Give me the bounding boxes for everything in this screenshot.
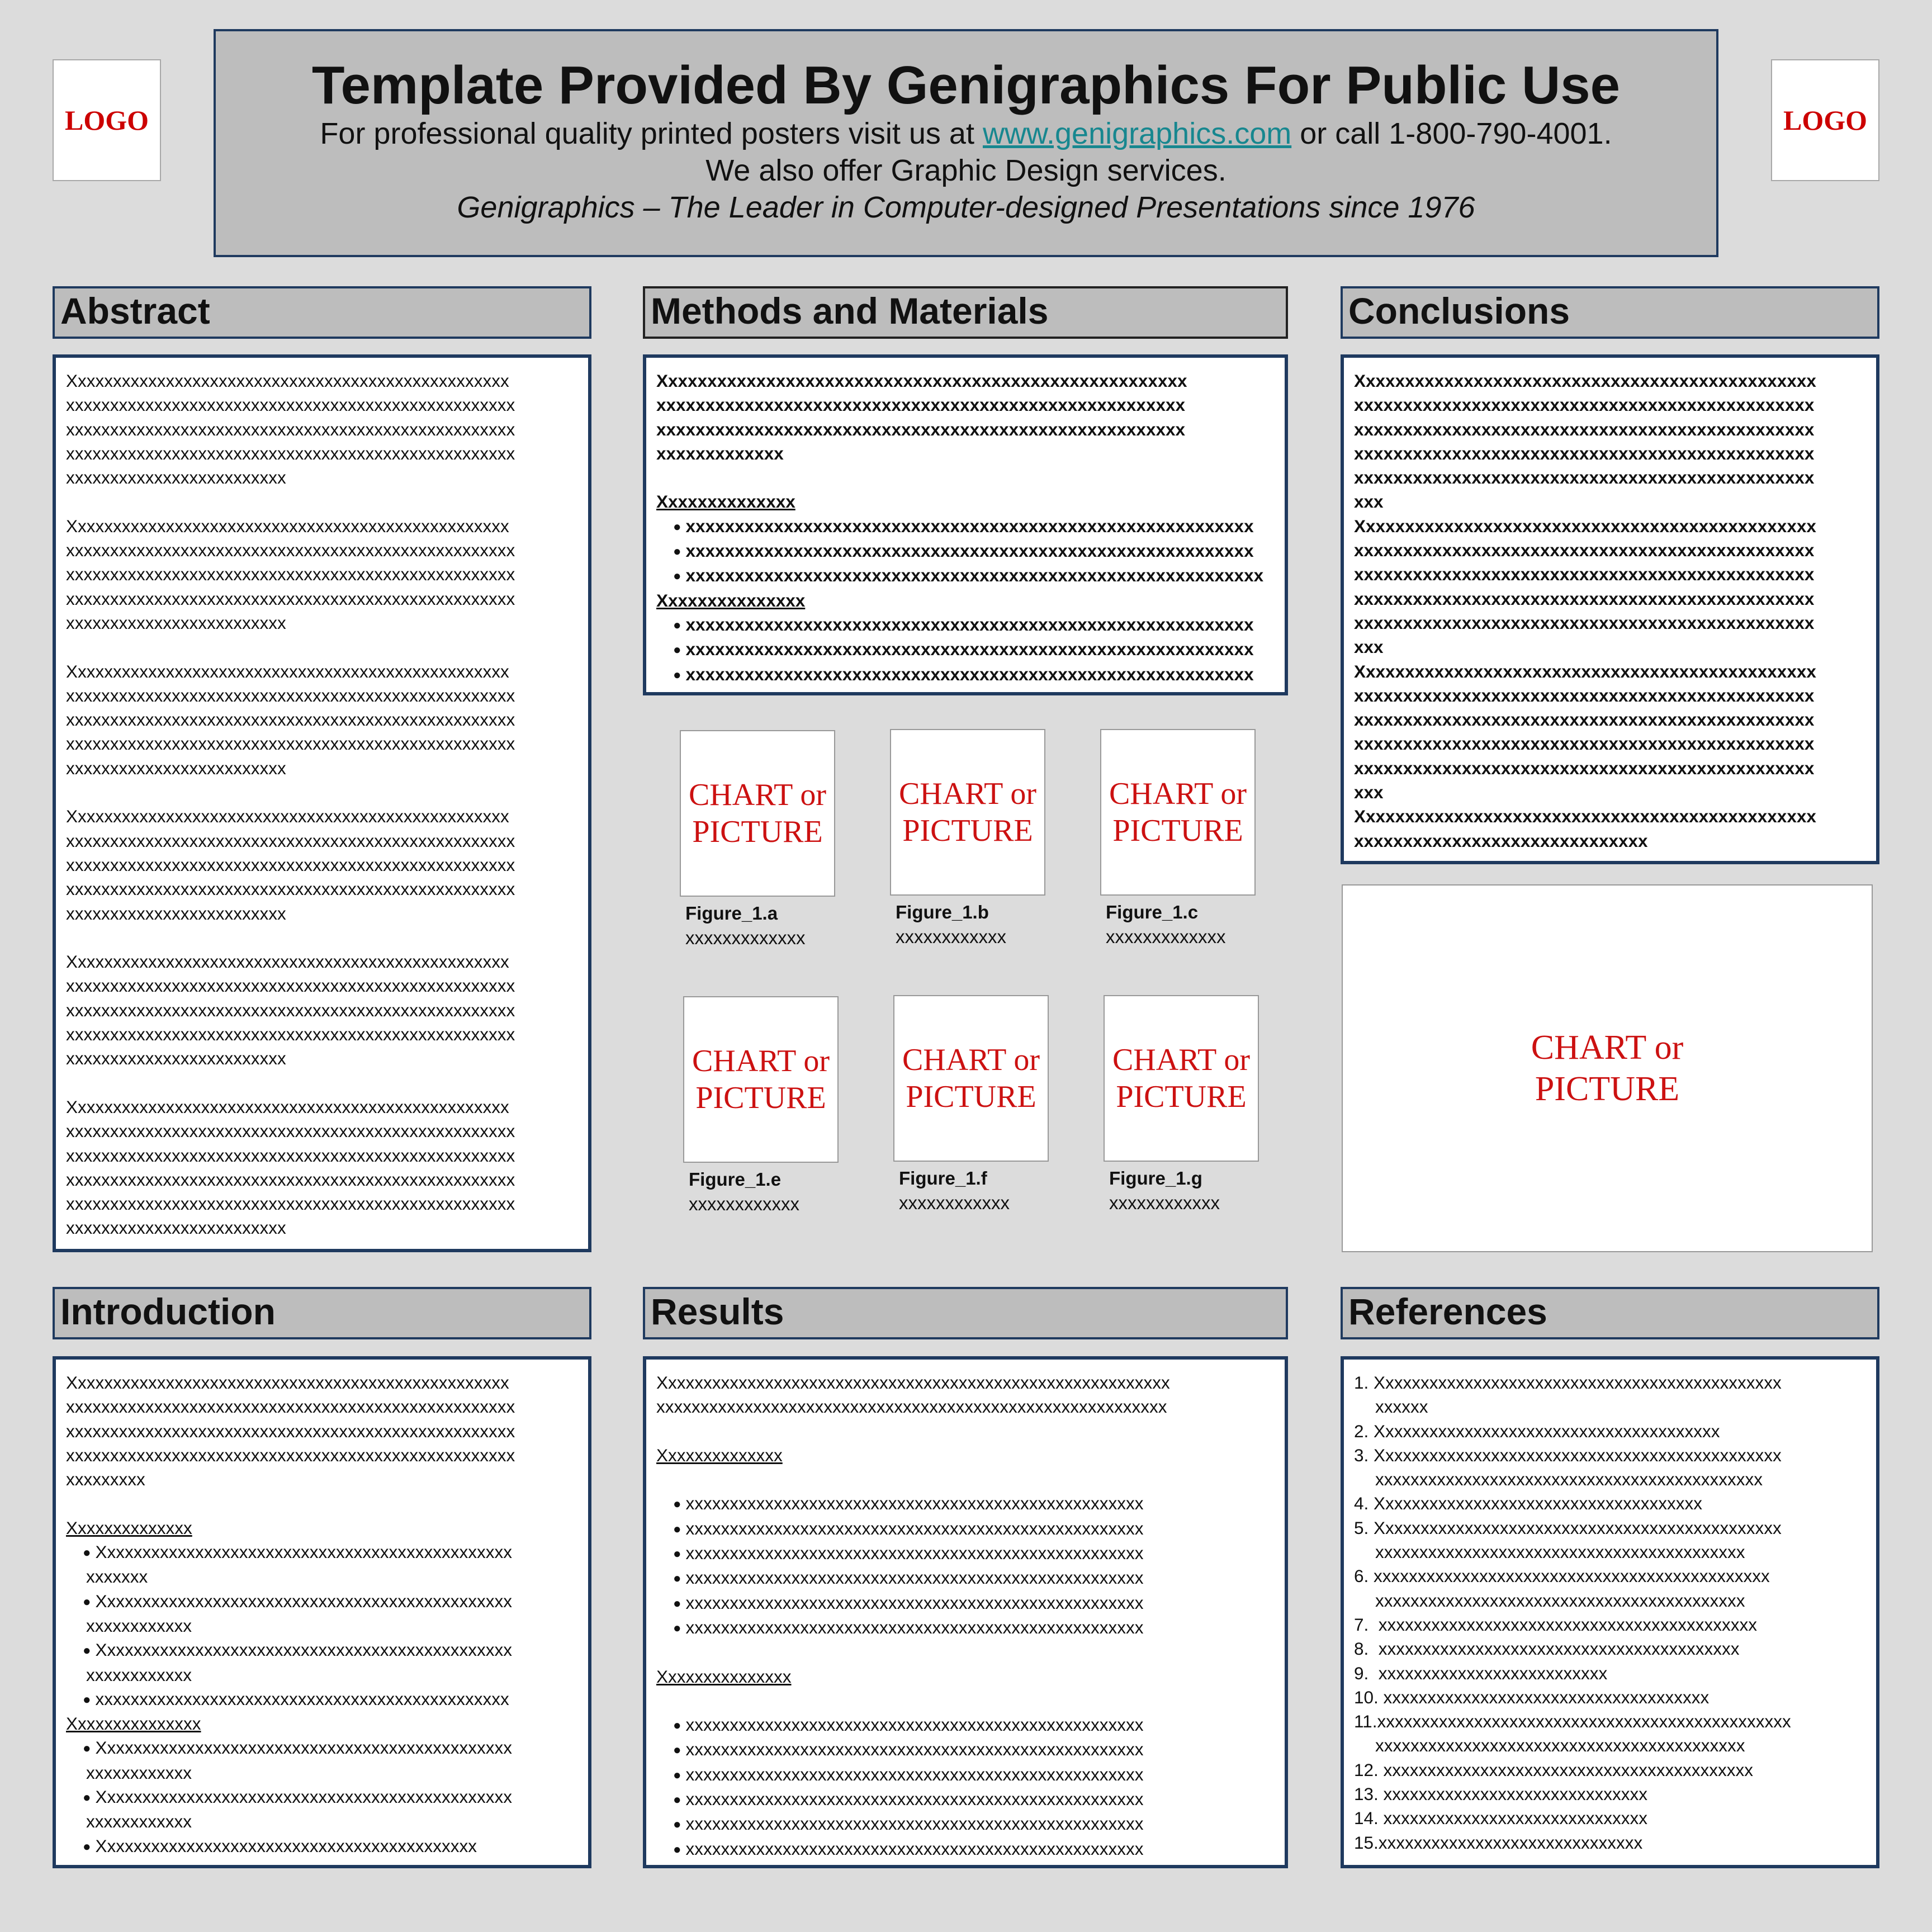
text-line: xxxxxxxxxxxxxxxxxxxxxxxxxxxxxxxxxxxxxxxxxxxxxxxxxxx xyxy=(66,395,515,415)
text-line: xxxxxxxxxxxxxxxxxxxxxxxxxxxxxxxxxxxxxxxxxxxxxxx xyxy=(1354,467,1815,488)
figure-caption-text: xxxxxxxxxxxx xyxy=(899,1192,1010,1213)
figure-label: Figure_1.g xyxy=(1109,1168,1202,1188)
text-line: xxx xyxy=(1354,782,1384,803)
text-line: xxxxxxxxxxxxxxxxxxxxxxxxxxxxxxxxxxxxxxxxxxxxxxxxxxx xyxy=(66,830,515,851)
introduction-subheading: Xxxxxxxxxxxxxxx xyxy=(66,1713,201,1734)
figure-caption xyxy=(899,1166,1083,1215)
abstract-paragraph xyxy=(66,369,578,490)
reference-item: 8. xxxxxxxxxxxxxxxxxxxxxxxxxxxxxxxxxxxxxxxxx xyxy=(1354,1639,1740,1659)
placeholder-line-1: CHART or xyxy=(1531,1029,1684,1067)
text-line: xxxxxxxxxxxxxxxxxxxxxxxxx xyxy=(66,1048,286,1069)
figure-label: Figure_1.c xyxy=(1106,902,1199,922)
reference-item: 5. Xxxxxxxxxxxxxxxxxxxxxxxxxxxxxxxxxxxxxxxxxxxxxx xyxy=(1354,1517,1782,1538)
text-line: xxxxxxxxxxxxxxxxxxxxxxxxxxxxxxxxxxxxxxxxxxxxxxxxxxx xyxy=(66,685,515,705)
reference-continuation: xxxxxxxxxxxxxxxxxxxxxxxxxxxxxxxxxxxxxxxxxx xyxy=(1375,1735,1745,1756)
bullet-item: ● Xxxxxxxxxxxxxxxxxxxxxxxxxxxxxxxxxxxxxxxxxxxxxxx xyxy=(66,1736,578,1760)
results-intro xyxy=(656,1371,1275,1419)
abstract-body xyxy=(53,354,591,1252)
bullet-continuation: xxxxxxx xyxy=(86,1566,148,1587)
bullet-item: ● xxxxxxxxxxxxxxxxxxxxxxxxxxxxxxxxxxxxxxxxxxxxxxxxxxxx xyxy=(656,1837,1275,1862)
bullet-item: ● xxxxxxxxxxxxxxxxxxxxxxxxxxxxxxxxxxxxxxxxxxxxxxxxxxxxxxxxxx xyxy=(656,637,1275,662)
text-line: Xxxxxxxxxxxxxxxxxxxxxxxxxxxxxxxxxxxxxxxxxxxxxxxxxx xyxy=(66,371,509,391)
text-line: xxxxxxxxxxxxxxxxxxxxxxxxxxxxxxxxxxxxxxxxxxxxxxx xyxy=(1354,733,1815,754)
abstract-paragraph xyxy=(66,804,578,925)
placeholder-text xyxy=(899,775,1036,849)
text-line: Xxxxxxxxxxxxxxxxxxxxxxxxxxxxxxxxxxxxxxxxxxxxxxxxxxxxxx xyxy=(656,371,1187,391)
poster-title: Template Provided By Genigraphics For Public Use xyxy=(311,55,1621,115)
figure-caption-text: xxxxxxxxxxxx xyxy=(896,926,1006,947)
figure-label: Figure_1.a xyxy=(685,903,778,924)
reference-continuation: xxxxxx xyxy=(1375,1396,1428,1417)
reference-item: 9. xxxxxxxxxxxxxxxxxxxxxxxxxx xyxy=(1354,1663,1608,1683)
reference-item: 7. xxxxxxxxxxxxxxxxxxxxxxxxxxxxxxxxxxxxxxxxxxx xyxy=(1354,1614,1758,1635)
text-line: xxxxxxxxxxxxxxxxxxxxxxxxxxxxxxxxxxxxxxxxxxxxxxx xyxy=(1354,540,1815,561)
placeholder-line-1: CHART or xyxy=(1112,1043,1251,1077)
placeholder-line-1: CHART or xyxy=(1109,776,1247,811)
reference-item: 12. xxxxxxxxxxxxxxxxxxxxxxxxxxxxxxxxxxxxxxxxxx xyxy=(1354,1759,1754,1780)
website-link[interactable]: www.genigraphics.com xyxy=(982,116,1292,150)
placeholder-line-2: PICTURE xyxy=(1116,1079,1247,1114)
text-line: xxxxxxxxxxxxxxxxxxxxxxxxx xyxy=(66,467,286,488)
introduction-intro xyxy=(66,1371,578,1491)
text-line: xxxxxxxxxxxxxxxxxxxxxxxxxxxxxxxxxxxxxxxxxxxxxxxxxxx xyxy=(66,1420,515,1441)
placeholder-line-1: CHART or xyxy=(902,1043,1040,1077)
abstract-paragraph xyxy=(66,950,578,1071)
text-line: xxxxxxxxxxxxxxxxxxxxxxxxxxxxxx xyxy=(1354,830,1648,851)
text-line: xxx xyxy=(1354,491,1384,512)
text-line: xxxxxxxxxxxxxxxxxxxxxxxxxxxxxxxxxxxxxxxxxxxxxxx xyxy=(1354,685,1815,705)
placeholder-line-2: PICTURE xyxy=(906,1079,1036,1114)
bullet-item: ● xxxxxxxxxxxxxxxxxxxxxxxxxxxxxxxxxxxxxxxxxxxxxxxxxxxxxxxxxxx xyxy=(656,564,1275,588)
text-line: xxxxxxxxxxxxxxxxxxxxxxxxxxxxxxxxxxxxxxxxxxxxxxxxxxx xyxy=(66,709,515,730)
text-line: xxxxxxxxxxxxxxxxxxxxxxxxxxxxxxxxxxxxxxxxxxxxxxxxxxx xyxy=(66,976,515,996)
logo-left: LOGO xyxy=(53,59,161,181)
text-line: xxxxxxxxxxxxxxxxxxxxxxxxxxxxxxxxxxxxxxxxxxxxxxxxxxxxxxxxxx xyxy=(656,1396,1167,1417)
results-bullets xyxy=(656,1713,1275,1862)
placeholder-line-2: PICTURE xyxy=(1112,813,1243,848)
bullet-item: ● xxxxxxxxxxxxxxxxxxxxxxxxxxxxxxxxxxxxxxxxxxxxxxxxxxxx xyxy=(656,1763,1275,1787)
reference-item: 11.xxxxxxxxxxxxxxxxxxxxxxxxxxxxxxxxxxxxxxxxxxxxxxx xyxy=(1354,1711,1791,1732)
bullet-item: ● xxxxxxxxxxxxxxxxxxxxxxxxxxxxxxxxxxxxxxxxxxxxxxx xyxy=(66,1687,578,1712)
text-line: xxxxxxxxxxxxxxxxxxxxxxxxxxxxxxxxxxxxxxxxxxxxxxxxxxx xyxy=(66,1396,515,1417)
contact-line xyxy=(216,115,1716,152)
services-line: We also offer Graphic Design services. xyxy=(705,153,1227,187)
text-line: xxxxxxxxxxxxxxxxxxxxxxxxxxxxxxxxxxxxxxxxxxxxxxxxxxxxxx xyxy=(656,395,1186,415)
contact-text: For professional quality printed posters visit us at xyxy=(320,116,983,150)
figure-placeholder xyxy=(893,995,1049,1162)
text-line: Xxxxxxxxxxxxxxxxxxxxxxxxxxxxxxxxxxxxxxxxxxxxxxx xyxy=(1354,371,1816,391)
text-line: Xxxxxxxxxxxxxxxxxxxxxxxxxxxxxxxxxxxxxxxxxxxxxxx xyxy=(1354,806,1816,827)
text-line: xxxxxxxxxxxxxxxxxxxxxxxxxxxxxxxxxxxxxxxxxxxxxxxxxxx xyxy=(66,540,515,561)
bullet-item: ● xxxxxxxxxxxxxxxxxxxxxxxxxxxxxxxxxxxxxxxxxxxxxxxxxxxxxxxxxx xyxy=(656,613,1275,637)
bullet-item: ● xxxxxxxxxxxxxxxxxxxxxxxxxxxxxxxxxxxxxxxxxxxxxxxxxxxx xyxy=(656,1737,1275,1762)
methods-body xyxy=(643,354,1288,695)
placeholder-line-2: PICTURE xyxy=(902,813,1033,848)
abstract-heading: Abstract xyxy=(53,286,591,339)
results-subheading: Xxxxxxxxxxxxxx xyxy=(656,1445,783,1465)
reference-item: 13. xxxxxxxxxxxxxxxxxxxxxxxxxxxxxx xyxy=(1354,1784,1648,1805)
bullet-item: ● xxxxxxxxxxxxxxxxxxxxxxxxxxxxxxxxxxxxxxxxxxxxxxxxxxxx xyxy=(656,1616,1275,1640)
text-line: Xxxxxxxxxxxxxxxxxxxxxxxxxxxxxxxxxxxxxxxxxxxxxxxxxx xyxy=(66,951,509,972)
reference-continuation: xxxxxxxxxxxxxxxxxxxxxxxxxxxxxxxxxxxxxxxxxx xyxy=(1375,1542,1745,1562)
figure-placeholder xyxy=(680,730,835,897)
bullet-item: ● Xxxxxxxxxxxxxxxxxxxxxxxxxxxxxxxxxxxxxxxxxxxxxxx xyxy=(66,1785,578,1810)
conclusions-heading: Conclusions xyxy=(1341,286,1879,339)
text-line: xxx xyxy=(1354,637,1384,657)
reference-continuation: xxxxxxxxxxxxxxxxxxxxxxxxxxxxxxxxxxxxxxxxxxxx xyxy=(1375,1469,1763,1490)
figure-caption xyxy=(685,901,870,950)
text-line: xxxxxxxxxxxxxxxxxxxxxxxxxxxxxxxxxxxxxxxxxxxxxxx xyxy=(1354,395,1815,415)
text-line: xxxxxxxxxxxxxxxxxxxxxxxxxxxxxxxxxxxxxxxxxxxxxxxxxxx xyxy=(66,854,515,875)
text-line: xxxxxxxxxxxxxxxxxxxxxxxxxxxxxxxxxxxxxxxxxxxxxxx xyxy=(1354,612,1815,633)
reference-item: 2. Xxxxxxxxxxxxxxxxxxxxxxxxxxxxxxxxxxxxxxx xyxy=(1354,1420,1720,1441)
text-line: xxxxxxxxxxxxxxxxxxxxxxxxxxxxxxxxxxxxxxxxxxxxxxxxxxx xyxy=(66,1121,515,1142)
figure-caption xyxy=(896,900,1080,949)
text-line: xxxxxxxxxxxxxxxxxxxxxxxxxxxxxxxxxxxxxxxxxxxxxxxxxxx xyxy=(66,1194,515,1214)
figure-placeholder xyxy=(1100,729,1256,896)
text-line: xxxxxxxxxxxxxxxxxxxxxxxxx xyxy=(66,903,286,924)
text-line: xxxxxxxxxxxxxxxxxxxxxxxxxxxxxxxxxxxxxxxxxxxxxxxxxxx xyxy=(66,1445,515,1465)
text-line: xxxxxxxxxxxxxxxxxxxxxxxxxxxxxxxxxxxxxxxxxxxxxxxxxxx xyxy=(66,1000,515,1020)
text-line: xxxxxxxxxxxxxxxxxxxxxxxxx xyxy=(66,1218,286,1238)
introduction-body xyxy=(53,1356,591,1868)
abstract-paragraph xyxy=(66,1095,578,1240)
text-line: xxxxxxxxxxxxxxxxxxxxxxxxxxxxxxxxxxxxxxxxxxxxxxx xyxy=(1354,757,1815,778)
figure-label: Figure_1.e xyxy=(689,1169,782,1190)
bullet-item: ● xxxxxxxxxxxxxxxxxxxxxxxxxxxxxxxxxxxxxxxxxxxxxxxxxxxx xyxy=(656,1541,1275,1566)
reference-item: 6. xxxxxxxxxxxxxxxxxxxxxxxxxxxxxxxxxxxxxxxxxxxxx xyxy=(1354,1566,1770,1587)
conclusions-chart-placeholder xyxy=(1342,884,1873,1252)
reference-item: 15.xxxxxxxxxxxxxxxxxxxxxxxxxxxxxx xyxy=(1354,1832,1643,1853)
reference-continuation: xxxxxxxxxxxxxxxxxxxxxxxxxxxxxxxxxxxxxxxxxx xyxy=(1375,1590,1745,1611)
bullet-item: ● Xxxxxxxxxxxxxxxxxxxxxxxxxxxxxxxxxxxxxxxxxxxxxxx xyxy=(66,1638,578,1663)
text-line: xxxxxxxxxxxxxxxxxxxxxxxxxxxxxxxxxxxxxxxxxxxxxxx xyxy=(1354,419,1815,439)
bullet-continuation: xxxxxxxxxxxx xyxy=(86,1664,192,1685)
reference-item: 10. xxxxxxxxxxxxxxxxxxxxxxxxxxxxxxxxxxxxx xyxy=(1354,1687,1710,1707)
placeholder-text xyxy=(902,1041,1040,1115)
introduction-subheading: Xxxxxxxxxxxxxx xyxy=(66,1517,192,1538)
text-line: xxxxxxxxxxxxxxxxxxxxxxxxxxxxxxxxxxxxxxxxxxxxxxxxxxx xyxy=(66,564,515,585)
text-line: xxxxxxxxxxxxxxxxxxxxxxxxxxxxxxxxxxxxxxxxxxxxxxx xyxy=(1354,443,1815,463)
figure-placeholder xyxy=(683,996,839,1163)
text-line: xxxxxxxxxxxxxxxxxxxxxxxxx xyxy=(66,757,286,778)
text-line: xxxxxxxxxxxxxxxxxxxxxxxxxxxxxxxxxxxxxxxxxxxxxxxxxxx xyxy=(66,1024,515,1045)
text-line: xxxxxxxxxxxxxxxxxxxxxxxxxxxxxxxxxxxxxxxxxxxxxxxxxxx xyxy=(66,879,515,899)
figure-caption xyxy=(689,1167,873,1216)
bullet-item: ● xxxxxxxxxxxxxxxxxxxxxxxxxxxxxxxxxxxxxxxxxxxxxxxxxxxx xyxy=(656,1566,1275,1590)
text-line: xxxxxxxxx xyxy=(66,1469,145,1490)
placeholder-line-1: CHART or xyxy=(692,1044,830,1078)
phone-text: or call 1-800-790-4001. xyxy=(1291,116,1612,150)
placeholder-line-1: CHART or xyxy=(688,778,827,812)
text-line: xxxxxxxxxxxxxxxxxxxxxxxxxxxxxxxxxxxxxxxxxxxxxxx xyxy=(1354,588,1815,609)
figure-caption-text: xxxxxxxxxxxx xyxy=(1109,1192,1220,1213)
text-line: xxxxxxxxxxxxxxxxxxxxxxxxxxxxxxxxxxxxxxxxxxxxxxxxxxx xyxy=(66,419,515,439)
methods-intro xyxy=(656,369,1275,466)
text-line: xxxxxxxxxxxxxxxxxxxxxxxxxxxxxxxxxxxxxxxxxxxxxxx xyxy=(1354,564,1815,585)
placeholder-line-1: CHART or xyxy=(898,776,1037,811)
text-line: xxxxxxxxxxxxxxxxxxxxxxxxxxxxxxxxxxxxxxxxxxxxxxxxxxx xyxy=(66,733,515,754)
reference-item: 3. Xxxxxxxxxxxxxxxxxxxxxxxxxxxxxxxxxxxxxxxxxxxxxx xyxy=(1354,1445,1782,1465)
reference-item: 1. Xxxxxxxxxxxxxxxxxxxxxxxxxxxxxxxxxxxxxxxxxxxxxx xyxy=(1354,1372,1782,1393)
placeholder-text xyxy=(1112,1041,1250,1115)
reference-item: 14. xxxxxxxxxxxxxxxxxxxxxxxxxxxxxx xyxy=(1354,1808,1648,1829)
text-line: xxxxxxxxxxxxxxxxxxxxxxxxxxxxxxxxxxxxxxxxxxxxxxxxxxx xyxy=(66,1145,515,1166)
text-line: xxxxxxxxxxxxxxxxxxxxxxxxx xyxy=(66,612,286,633)
text-line: Xxxxxxxxxxxxxxxxxxxxxxxxxxxxxxxxxxxxxxxxxxxxxxxxxxxxxxxxxx xyxy=(656,1372,1170,1393)
methods-subheading: Xxxxxxxxxxxxxxx xyxy=(656,590,806,610)
figure-label: Figure_1.f xyxy=(899,1168,987,1188)
results-bullets xyxy=(656,1491,1275,1640)
references-body xyxy=(1341,1356,1879,1868)
text-line: Xxxxxxxxxxxxxxxxxxxxxxxxxxxxxxxxxxxxxxxxxxxxxxx xyxy=(1354,515,1816,536)
methods-heading: Methods and Materials xyxy=(643,286,1288,339)
bullet-item: ● xxxxxxxxxxxxxxxxxxxxxxxxxxxxxxxxxxxxxxxxxxxxxxxxxxxx xyxy=(656,1591,1275,1616)
text-line: xxxxxxxxxxxxxxxxxxxxxxxxxxxxxxxxxxxxxxxxxxxxxxxxxxx xyxy=(66,443,515,463)
reference-item: 4. Xxxxxxxxxxxxxxxxxxxxxxxxxxxxxxxxxxxxx xyxy=(1354,1493,1703,1514)
text-line: Xxxxxxxxxxxxxxxxxxxxxxxxxxxxxxxxxxxxxxxxxxxxxxx xyxy=(1354,661,1816,681)
placeholder-line-2: PICTURE xyxy=(692,815,823,849)
bullet-item: ● xxxxxxxxxxxxxxxxxxxxxxxxxxxxxxxxxxxxxxxxxxxxxxxxxxxx xyxy=(656,1713,1275,1737)
abstract-paragraph xyxy=(66,660,578,780)
placeholder-text xyxy=(1109,775,1247,849)
text-line: xxxxxxxxxxxxx xyxy=(656,443,784,463)
title-banner xyxy=(214,29,1718,257)
abstract-paragraph xyxy=(66,514,578,635)
results-subheading: Xxxxxxxxxxxxxxx xyxy=(656,1666,792,1687)
figure-caption xyxy=(1109,1166,1294,1215)
bullet-continuation: xxxxxxxxxxxx xyxy=(86,1762,192,1783)
text-line: Xxxxxxxxxxxxxxxxxxxxxxxxxxxxxxxxxxxxxxxxxxxxxxxxxx xyxy=(66,806,509,827)
bullet-item: ● Xxxxxxxxxxxxxxxxxxxxxxxxxxxxxxxxxxxxxxxxxxxxxxx xyxy=(66,1540,578,1565)
figure-placeholder xyxy=(1104,995,1259,1162)
bullet-item: ● Xxxxxxxxxxxxxxxxxxxxxxxxxxxxxxxxxxxxxxxxxxxxxxx xyxy=(66,1589,578,1614)
bullet-item: ● Xxxxxxxxxxxxxxxxxxxxxxxxxxxxxxxxxxxxxxxxxxx xyxy=(66,1834,578,1859)
text-line: Xxxxxxxxxxxxxxxxxxxxxxxxxxxxxxxxxxxxxxxxxxxxxxxxxx xyxy=(66,661,509,681)
bullet-item: ● xxxxxxxxxxxxxxxxxxxxxxxxxxxxxxxxxxxxxxxxxxxxxxxxxxxxxxxxxx xyxy=(656,662,1275,687)
text-line: xxxxxxxxxxxxxxxxxxxxxxxxxxxxxxxxxxxxxxxxxxxxxxxxxxx xyxy=(66,588,515,609)
text-line: xxxxxxxxxxxxxxxxxxxxxxxxxxxxxxxxxxxxxxxxxxxxxxxxxxxxxx xyxy=(656,419,1186,439)
figure-caption-text: xxxxxxxxxxxx xyxy=(689,1194,799,1214)
figure-placeholder xyxy=(890,729,1045,896)
tagline: Genigraphics – The Leader in Computer-designed Presentations since 1976 xyxy=(457,190,1475,224)
placeholder-text xyxy=(692,1043,830,1116)
bullet-item: ● xxxxxxxxxxxxxxxxxxxxxxxxxxxxxxxxxxxxxxxxxxxxxxxxxxxx xyxy=(656,1517,1275,1541)
placeholder-line-2: PICTURE xyxy=(695,1081,826,1115)
figure-caption-text: xxxxxxxxxxxxx xyxy=(1106,926,1226,947)
bullet-item: ● xxxxxxxxxxxxxxxxxxxxxxxxxxxxxxxxxxxxxxxxxxxxxxxxxxxx xyxy=(656,1787,1275,1812)
figure-label: Figure_1.b xyxy=(896,902,989,922)
bullet-item: ● xxxxxxxxxxxxxxxxxxxxxxxxxxxxxxxxxxxxxxxxxxxxxxxxxxxxxxxxxx xyxy=(656,514,1275,539)
figure-caption xyxy=(1106,900,1290,949)
text-line: xxxxxxxxxxxxxxxxxxxxxxxxxxxxxxxxxxxxxxxxxxxxxxxxxxx xyxy=(66,1169,515,1190)
bullet-item: ● xxxxxxxxxxxxxxxxxxxxxxxxxxxxxxxxxxxxxxxxxxxxxxxxxxxx xyxy=(656,1491,1275,1516)
results-heading: Results xyxy=(643,1287,1288,1339)
bullet-continuation: xxxxxxxxxxxx xyxy=(86,1615,192,1636)
figure-caption-text: xxxxxxxxxxxxx xyxy=(685,927,806,948)
placeholder-line-2: PICTURE xyxy=(1535,1070,1680,1108)
introduction-heading: Introduction xyxy=(53,1287,591,1339)
bullet-item: ● xxxxxxxxxxxxxxxxxxxxxxxxxxxxxxxxxxxxxxxxxxxxxxxxxxxxxxxxxx xyxy=(656,539,1275,564)
bullet-continuation: xxxxxxxxxxxx xyxy=(86,1811,192,1832)
references-heading: References xyxy=(1341,1287,1879,1339)
conclusions-body xyxy=(1341,354,1879,864)
methods-subheading: Xxxxxxxxxxxxxx xyxy=(656,491,795,512)
placeholder-text xyxy=(689,776,826,850)
text-line: Xxxxxxxxxxxxxxxxxxxxxxxxxxxxxxxxxxxxxxxxxxxxxxxxxx xyxy=(66,1372,509,1393)
text-line: Xxxxxxxxxxxxxxxxxxxxxxxxxxxxxxxxxxxxxxxxxxxxxxxxxx xyxy=(66,1096,509,1117)
bullet-item: ● xxxxxxxxxxxxxxxxxxxxxxxxxxxxxxxxxxxxxxxxxxxxxxxxxxxx xyxy=(656,1812,1275,1836)
logo-right: LOGO xyxy=(1771,59,1879,181)
text-line: xxxxxxxxxxxxxxxxxxxxxxxxxxxxxxxxxxxxxxxxxxxxxxx xyxy=(1354,709,1815,730)
results-body xyxy=(643,1356,1288,1868)
text-line: Xxxxxxxxxxxxxxxxxxxxxxxxxxxxxxxxxxxxxxxxxxxxxxxxxx xyxy=(66,515,509,536)
